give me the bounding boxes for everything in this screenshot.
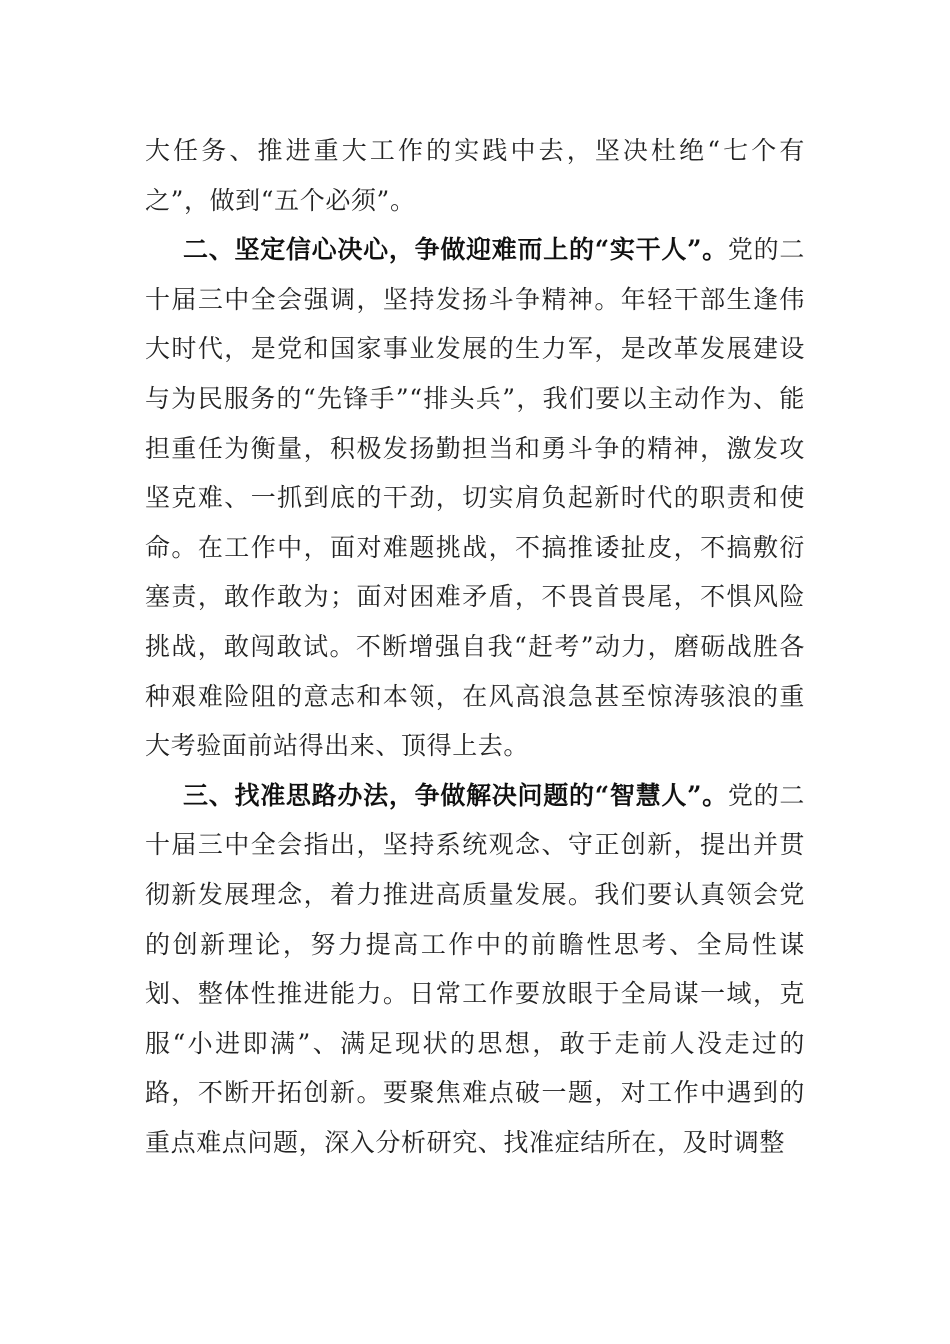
- document-body: [145, 126, 805, 1167]
- section-heading: 二、坚定信心决心，争做迎难而上的“实干人”。: [183, 235, 728, 265]
- paragraph-body: 党的二十届三中全会强调，坚持发扬斗争精神。年轻干部生逢伟大时代，是党和国家事业发展的生力军，是改革发展建设与为民服务的“先锋手”“排头兵”，我们要以主动作为、能担重任为衡量，积极发扬勤担当和勇斗争的精神，激发攻坚克难、一抓到底的干劲，切实肩负起新时代的职责和使命。在工作中，面对难题挑战，不搞推诿扯皮，不搞敷衍塞责，敢作敢为；面对困难矛盾，不畏首畏尾，不惧风险挑战，敢闯敢试。不断增强自我“赶考”动力，磨砺战胜各种艰难险阻的意志和本领，在风高浪急甚至惊涛骇浪的重大考验面前站得出来、顶得上去。: [145, 235, 805, 761]
- section-heading: 三、找准思路办法，争做解决问题的“智慧人”。: [183, 780, 728, 810]
- paragraph-section-three: [145, 771, 805, 1168]
- paragraph-continuation: [145, 126, 805, 225]
- paragraph-body: 党的二十届三中全会指出，坚持系统观念、守正创新，提出并贯彻新发展理念，着力推进高质量发展。我们要认真领会党的创新理论，努力提高工作中的前瞻性思考、全局性谋划、整体性推进能力。日常工作要放眼于全局谋一域，克服“小进即满”、满足现状的思想，敢于走前人没走过的路，不断开拓创新。要聚焦难点破一题，对工作中遇到的重点难点问题，深入分析研究、找准症结所在，及时调整: [145, 780, 805, 1157]
- paragraph-section-two: [145, 225, 805, 771]
- paragraph-body: 大任务、推进重大工作的实践中去，坚决杜绝“七个有之”，做到“五个必须”。: [145, 136, 805, 215]
